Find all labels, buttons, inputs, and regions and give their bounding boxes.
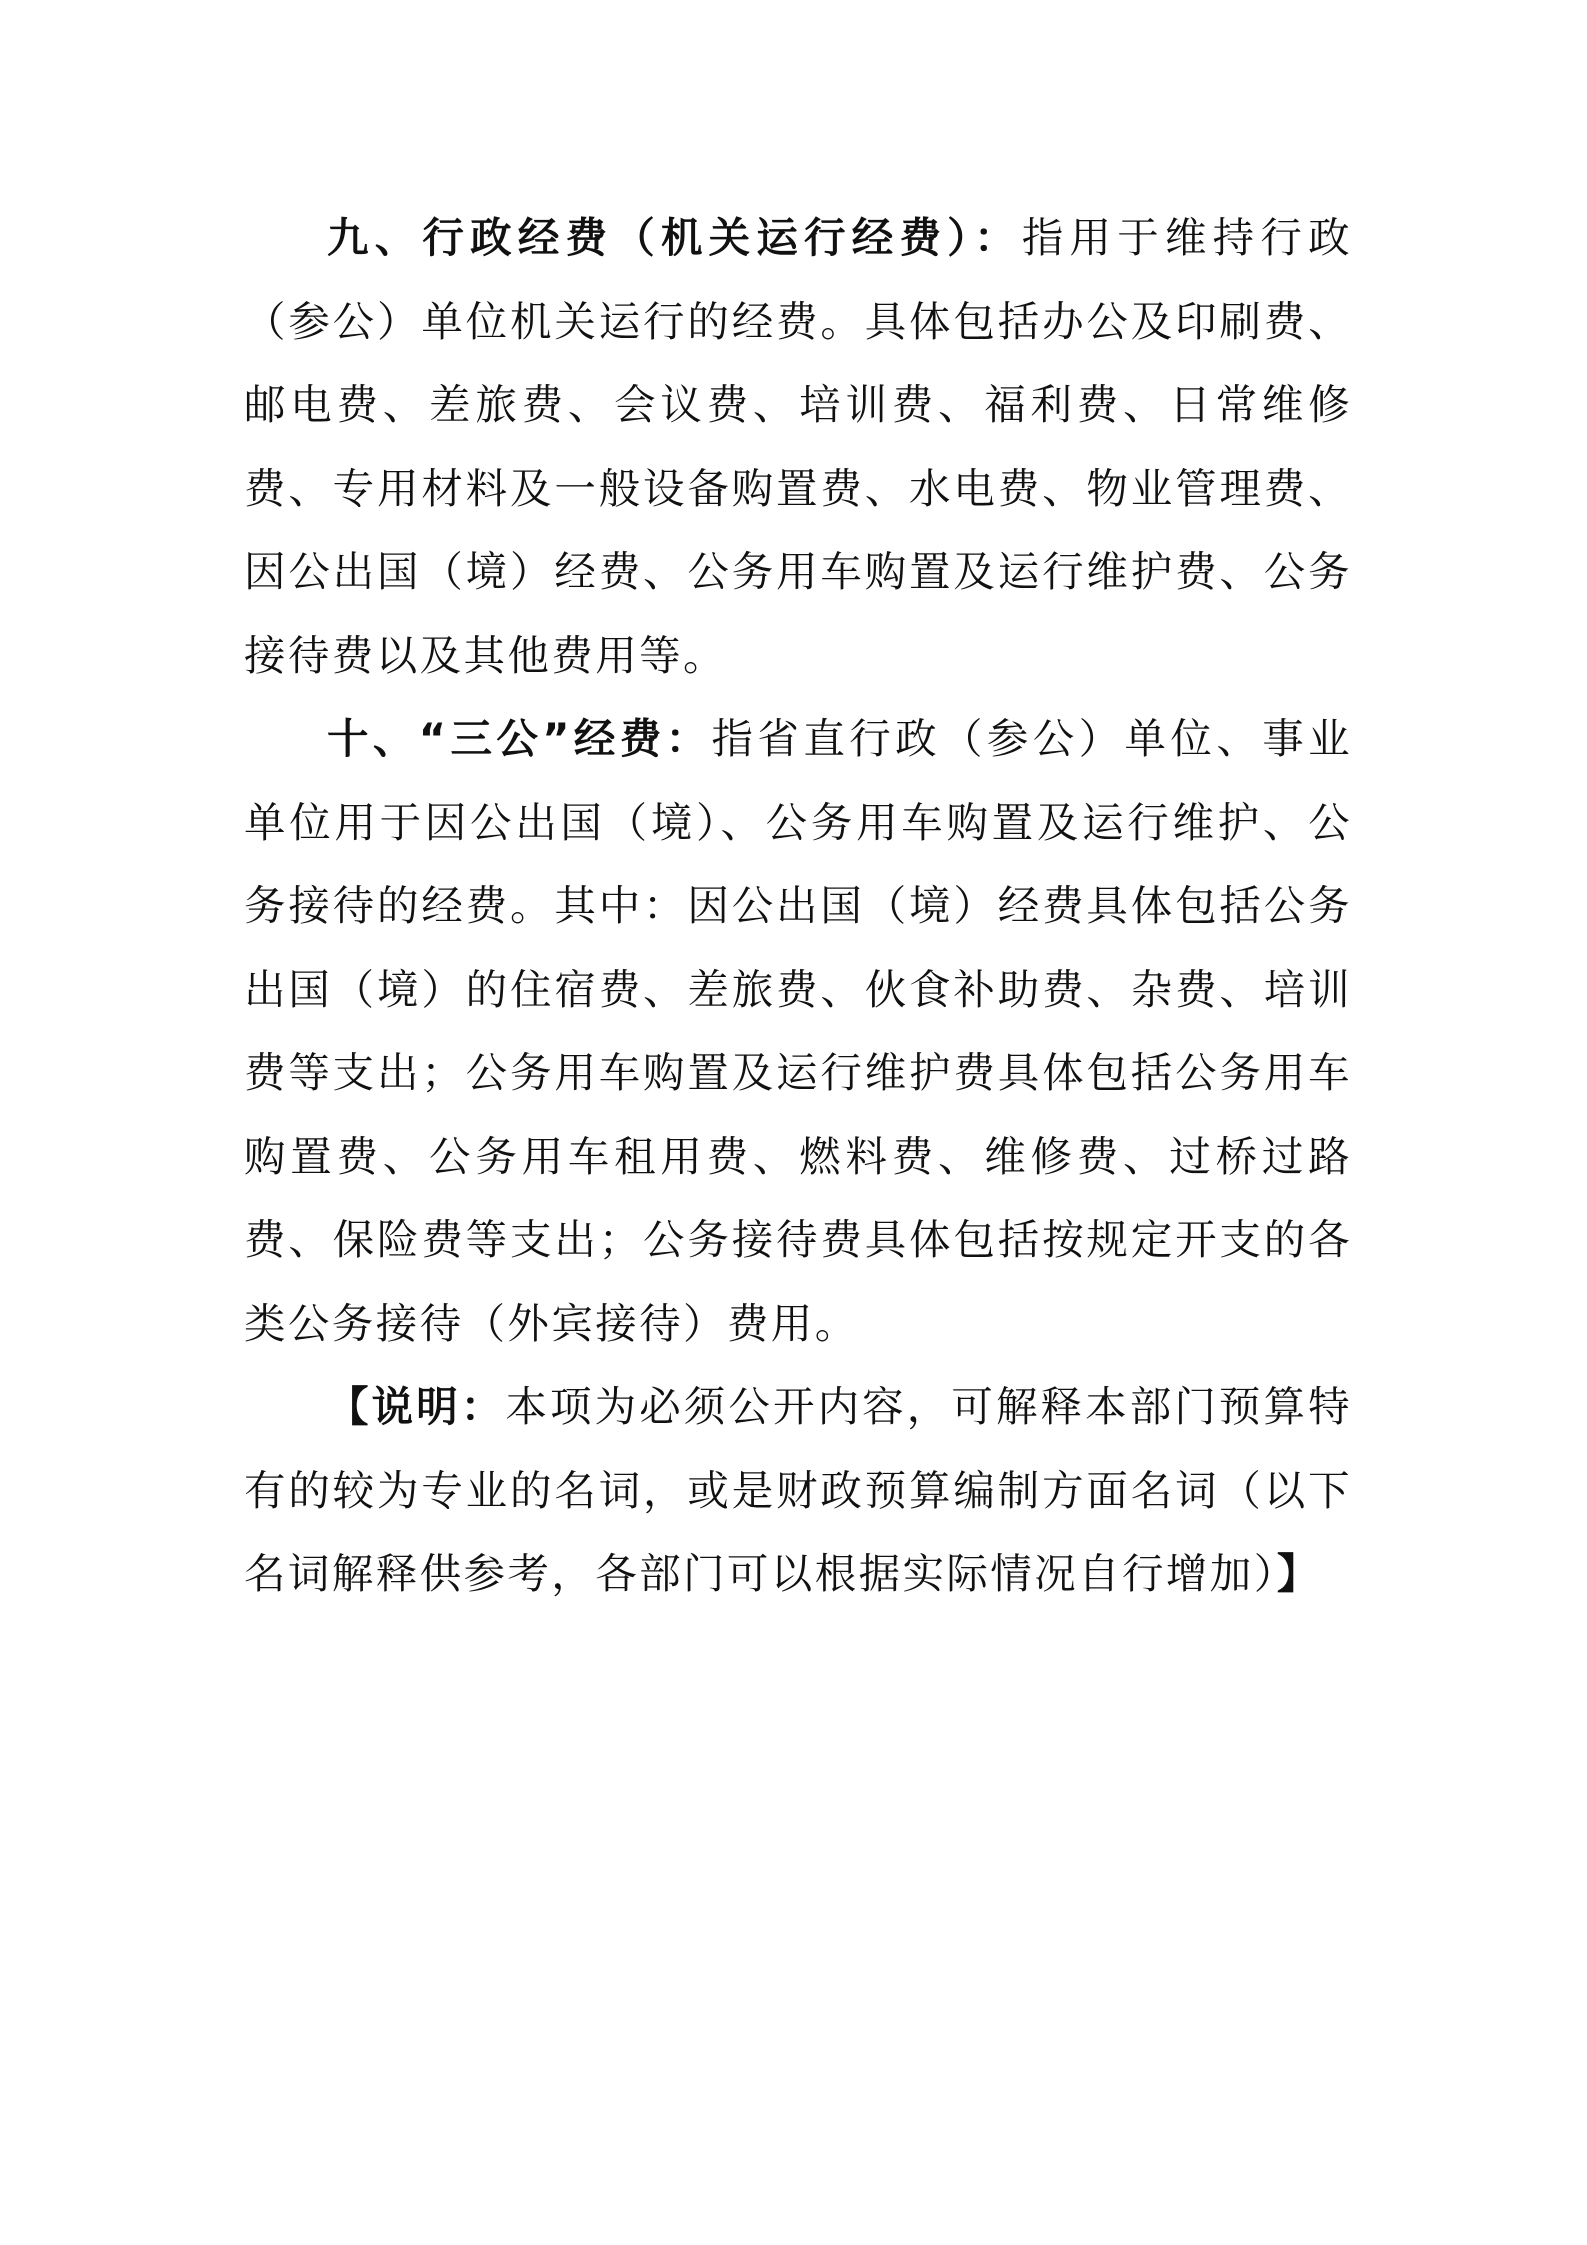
section-term: 九、行政经费（机关运行经费）：	[327, 213, 1022, 262]
note-open-bracket: 【	[327, 1382, 372, 1431]
section-administrative-expenses	[244, 196, 1352, 697]
document-body	[244, 196, 1352, 1616]
explanatory-note	[244, 1365, 1352, 1616]
section-text: 指省直行政（参公）单位、事业单位用于因公出国（境）、公务用车购置及运行维护、公务接待的经费。其中：因公出国（境）经费具体包括公务出国（境）的住宿费、差旅费、伙食补助费、杂费、培训费等支出；公务用车购置及运行维护费具体包括公务用车购置费、公务用车租用费、燃料费、维修费、过桥过路费、保险费等支出；公务接待费具体包括按规定开支的各类公务接待（外宾接待）费用。	[244, 714, 1352, 1348]
section-term: 十、“三公”经费：	[327, 714, 712, 763]
note-close-bracket: 】	[1276, 1549, 1321, 1598]
section-text: 指用于维持行政（参公）单位机关运行的经费。具体包括办公及印刷费、邮电费、差旅费、会议费、培训费、福利费、日常维修费、专用材料及一般设备购置费、水电费、物业管理费、因公出国（境）经费、公务用车购置及运行维护费、公务接待费以及其他费用等。	[244, 213, 1352, 680]
note-text: 本项为必须公开内容，可解释本部门预算特有的较为专业的名词，或是财政预算编制方面名词（以下名词解释供参考，各部门可以根据实际情况自行增加）	[244, 1382, 1353, 1598]
section-three-public-expenses	[244, 697, 1352, 1365]
note-label: 说明：	[371, 1382, 506, 1431]
